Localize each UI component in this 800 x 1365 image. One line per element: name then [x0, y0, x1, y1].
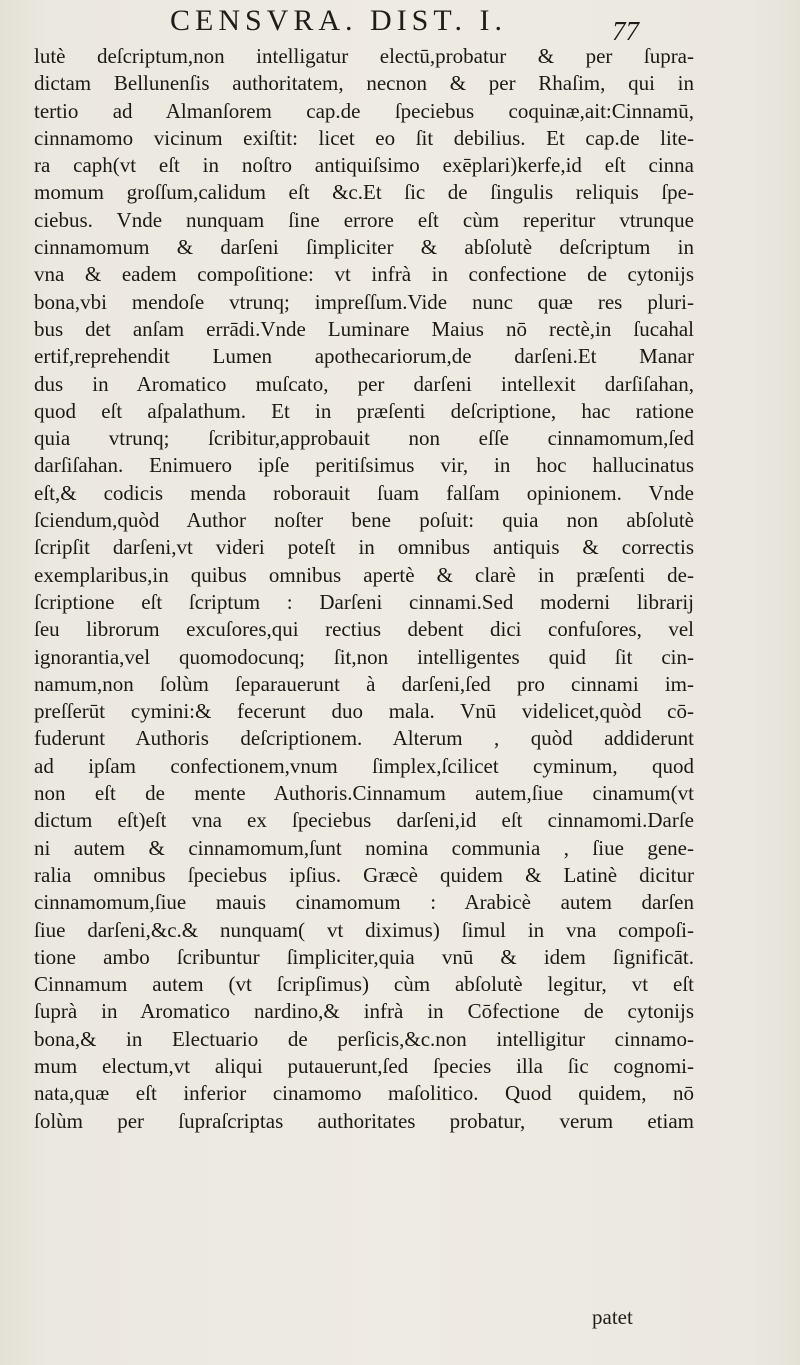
text-line: darſiſahan. Enimuero ipſe peritiſsimus vir, in hoc hallucinatus — [34, 453, 694, 478]
text-line: dus in Aromatico muſcato, per darſeni intellexit darſiſahan, — [34, 371, 694, 396]
catchword: patet — [592, 1305, 633, 1329]
body-text — [34, 43, 694, 1135]
text-line: ralia omnibus ſpeciebus ipſius. Græcè quidem & Latinè dicitur — [34, 862, 694, 887]
text-line: dictam Bellunenſis authoritatem, necnon & per Rhaſim, qui in — [34, 71, 694, 96]
text-line: dictum eſt)eſt vna ex ſpeciebus darſeni,id eſt cinnamomi.Darſe — [34, 808, 694, 833]
text-line: Cinnamum autem (vt ſcripſimus) cùm abſolutè legitur, vt eſt — [34, 972, 694, 997]
text-line: preſſerūt cymini:& fecerunt duo mala. Vnū videlicet,quòd cō- — [34, 699, 694, 724]
text-line: bus det anſam errādi.Vnde Luminare Maius nō rectè,in ſucahal — [34, 316, 694, 341]
running-head — [0, 4, 800, 44]
text-line: ignorantia,vel quomodocunq; ſit,non intelligentes quid ſit cin- — [34, 644, 694, 669]
text-line: fuderunt Authoris deſcriptionem. Alterum , quòd addiderunt — [34, 726, 694, 751]
text-line: cinnamomo vicinum exiſtit: licet eo ſit debilius. Et cap.de lite- — [34, 125, 694, 150]
running-head-title: CENSVRA. DIST. I. — [170, 4, 507, 37]
text-line: ſolùm per ſupraſcriptas authoritates probatur, verum etiam — [34, 1108, 694, 1133]
text-line: eſt,& codicis menda roborauit ſuam falſam opinionem. Vnde — [34, 480, 694, 505]
text-line: ſcriptione eſt ſcriptum : Darſeni cinnami.Sed moderni librarij — [34, 589, 694, 614]
text-line: momum groſſum,calidum eſt &c.Et ſic de ſingulis reliquis ſpe- — [34, 180, 694, 205]
text-line: ſciendum,quòd Author noſter bene poſuit: quia non abſolutè — [34, 508, 694, 533]
page-number: 77 — [612, 16, 639, 46]
text-line: exemplaribus,in quibus omnibus apertè & clarè in præſenti de- — [34, 562, 694, 587]
text-line: vna & eadem compoſitione: vt infrà in confectione de cytonijs — [34, 262, 694, 287]
text-line: lutè deſcriptum,non intelligatur electū,probatur & per ſupra- — [34, 44, 694, 68]
text-line: ſiue darſeni,&c.& nunquam( vt diximus) ſimul in vna compoſi- — [34, 917, 694, 942]
text-line: ertif,reprehendit Lumen apothecariorum,de darſeni.Et Manar — [34, 344, 694, 369]
text-line: ſcripſit darſeni,vt videri poteſt in omnibus antiquis & correctis — [34, 535, 694, 560]
text-line: tione ambo ſcribuntur ſimpliciter,quia vnū & idem ſignificāt. — [34, 944, 694, 969]
text-line: ni autem & cinnamomum,ſunt nomina communia , ſiue gene- — [34, 835, 694, 860]
text-line: mum electum,vt aliqui putauerunt,ſed ſpecies illa ſic cognomi- — [34, 1053, 694, 1078]
text-line: quod eſt aſpalathum. Et in præſenti deſcriptione, hac ratione — [34, 398, 694, 423]
text-line: tertio ad Almanſorem cap.de ſpeciebus coquinæ,ait:Cinnamū, — [34, 98, 694, 123]
text-line: non eſt de mente Authoris.Cinnamum autem,ſiue cinamum(vt — [34, 781, 694, 806]
text-line: namum,non ſolùm ſeparauerunt à darſeni,ſed pro cinnami im- — [34, 671, 694, 696]
text-line: nata,quæ eſt inferior cinamomo maſolitico. Quod quidem, nō — [34, 1081, 694, 1106]
text-line: cinnamomum,ſiue mauis cinamomum : Arabicè autem darſen — [34, 890, 694, 915]
text-line: ſeu librorum excuſores,qui rectius debent dici confuſores, vel — [34, 617, 694, 642]
text-line: ſuprà in Aromatico nardino,& infrà in Cōfectione de cytonijs — [34, 999, 694, 1024]
text-line: quia vtrunq; ſcribitur,approbauit non eſſe cinnamomum,ſed — [34, 426, 694, 451]
text-line: ciebus. Vnde nunquam ſine errore eſt cùm reperitur vtrunque — [34, 207, 694, 232]
text-line: bona,vbi mendoſe vtrunq; impreſſum.Vide nunc quæ res pluri- — [34, 289, 694, 314]
text-line: bona,& in Electuario de perſicis,&c.non intelligitur cinnamo- — [34, 1026, 694, 1051]
text-line: cinnamomum & darſeni ſimpliciter & abſolutè deſcriptum in — [34, 235, 694, 260]
text-line: ad ipſam confectionem,vnum ſimplex,ſcilicet cyminum, quod — [34, 753, 694, 778]
text-line: ra caph(vt eſt in noſtro antiquiſsimo exēplari)kerfe,id eſt cinna — [34, 153, 694, 178]
